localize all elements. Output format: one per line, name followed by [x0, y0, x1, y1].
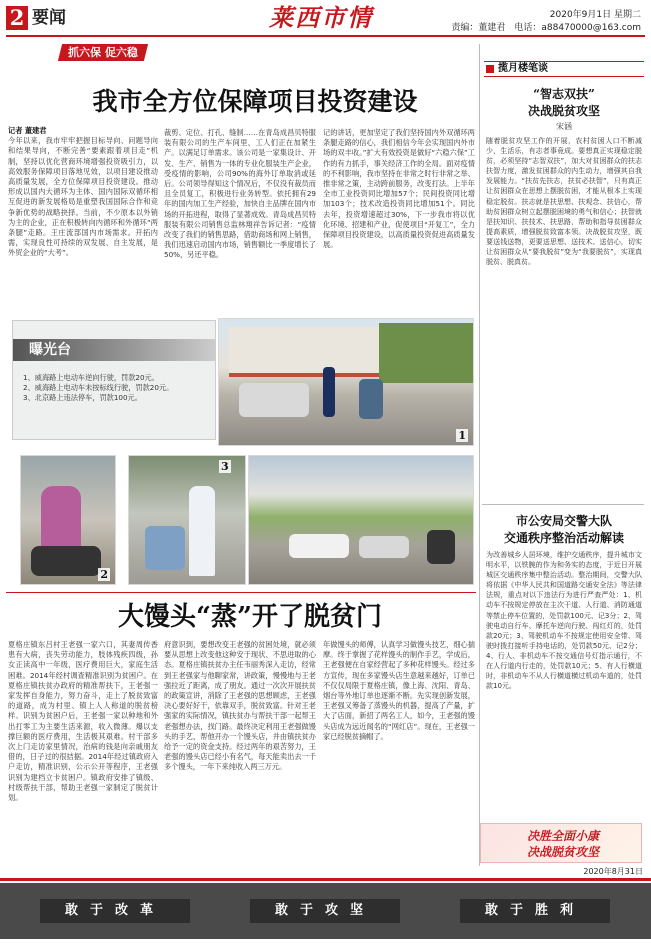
story3-body: 为改善城乡人居环境，维护交通秩序，提升城市文明水平，以铁腕的作为和务实的态度，于近日开展城区交通秩序集中整治活动。整治期间，交警大队将依据《中华人民共和国道路交通安全法》等法律法规，重点对以下违法行为进行严查严处：1、机动车不按规定停放在主次干道、人行道、消防通道等禁止停车位置的，处罚款100元、记3分；2、驾驶电动自行车、摩托车逆向行驶、闯红灯的，处罚款20元；3、驾驶机动车不按规定使用安全带、驾驶时拨打接听手持电话的，处罚款50元、记2分；4、行人、非机动车不按交通信号灯指示通行，不在人行道内行走的，处罚款10元；5、有人行横道时，非机动车不从人行横道横过机动车道的，处罚款10元。	[486, 551, 642, 691]
footer-bar	[0, 883, 651, 939]
photo-scooter	[359, 379, 383, 419]
issue-date: 2020年9月1日 星期二	[549, 10, 641, 20]
footer-slogan-1: 敢于改革	[40, 899, 190, 923]
sidebar-date: 2020年8月31日	[583, 867, 643, 876]
photo-bike	[31, 546, 101, 576]
photo-parked-cars	[248, 455, 474, 585]
photo-motorcycle	[427, 530, 455, 564]
byline: 记者 董建君	[8, 126, 47, 135]
slogan-flag	[480, 823, 642, 863]
story3-title-2: 交通秩序整治活动解读	[503, 531, 624, 545]
footer-rule	[0, 878, 651, 881]
photo-street-inspection	[218, 318, 474, 446]
section-divider	[6, 592, 476, 593]
main-headline: 我市全方位保障项目投资建设	[92, 87, 418, 116]
exposure-item: 3、北京路上违法停车，罚款100元。	[23, 393, 142, 402]
photo-scooter-rider	[20, 455, 116, 585]
photo-car	[239, 383, 309, 417]
sidebar-divider	[482, 504, 644, 505]
main-col-1-text: 今年以来，我市牢牢把握目标导向、问题导向和结果导向，不断完善“要素跟着项目走”机制，坚持以优化营商环境增强投资吸引力，以高效服务保障项目落地见效，以项目建设推动高质量发展，全方位保障项目投资建设。推动形成以国内大循环为主体、国内国际双循环相互促进的新发展格局是重塑我国国际合作和竞争新优势的战略抉择。当前，不少原本以外销为主的企业，正在积极转向内循环和外循环“两条腿”走路。王庄流部国内市场需求。开拓内需，实现良性可持续的双发展、自主发展，是外贸企业的“大考”。	[8, 136, 158, 258]
header-rule	[6, 35, 645, 37]
photo-car	[359, 536, 409, 558]
story3-title-1: 市公安局交警大队	[515, 514, 612, 528]
flag-line-1: 决胜全面小康	[526, 829, 599, 843]
photo-tree	[379, 323, 474, 383]
main-col-2: 裁剪、定位、打孔、缝制……在青岛成昌贝特服装有限公司的生产车间里，工人们正在加紧生产。以满足订单需求。该公司是一家集设计、开发、生产、销售为一体的专业化服装生产企业，受疫情的影响，公司90%的海外订单取消或延后。公司领导得知这个情况后，不仅没有裁员而且全员复工，积极进行业务转型。依托拥有29年的国内加工生产经验，加快自主品牌在国内市场的开拓进程，取得了显著成效。青岛成昌贝特服装有限公司销售总监林翔祥告诉记者：“疫情改变了我们的销售思路，借助商场和网上销售，我们迅速启动国内市场，销售额比一季度增长了50%，另还平稳。	[164, 128, 316, 260]
exposure-box	[12, 320, 216, 440]
column-rule	[479, 44, 480, 866]
photo-number: 2	[100, 568, 108, 581]
essay-title-2: 决战脱贫攻坚	[527, 104, 600, 118]
exposure-label: 曝光台	[29, 342, 71, 358]
masthead: 莱西市情	[269, 3, 373, 32]
photo-number: 1	[458, 429, 466, 442]
photo-building	[229, 327, 379, 377]
topic-banner: 抓六保 促六稳	[58, 44, 148, 61]
sidebar-head: 揽月楼笔谈	[484, 61, 644, 77]
main-col-1	[8, 126, 158, 312]
flag-line-2: 决战脱贫攻坚	[526, 845, 599, 859]
story2-col-1: 夏格庄镇东吕村王老强一家六口，其妻周传香患有大病，丧失劳动能力，肢体残疾四级，孙女正读高中一年级，医疗费用巨大，家庭生活困难。2014年经村调查精准识别为贫困户。在夏格庄镇扶贫办政府的精准帮扶下，王老强一家发挥自身能力，努力奋斗，走上了脱贫致富的道路，成为村里、镇上人人称道的脱贫榜样。识别为贫困户后，王老强一家以种地和外出打零工为主要生活来源，收入微薄。爆以支撑巨额的医疗费用，生活极其艰难。村干部多次上门走访家里情况，治病的钱是向亲戚朋友借的，日子过的很拮据。2014年经过镇政府入户走访，精准识别，公示公开等程序，王老强识别为建档立卡贫困户。镇政府安排了镇级、村级帮扶干部，帮助王老强一家制定了脱贫计划。	[8, 640, 158, 803]
phone: 电话：a88470000@163.com	[514, 23, 641, 33]
exposure-list	[23, 373, 209, 403]
editor: 责编：董建君	[451, 23, 506, 33]
section-title: 要闻	[32, 8, 66, 28]
story2-col-2: 府意识到，要想改变王老强的贫困处境，就必须要从思想上改变他这种安于现状、不思进取的心态。夏格庄镇扶贫办主任韦丽秀深入走访，经常到王老强家与他聊家常，讲政策，慢慢地与王老强拉近了距离，成了朋友。通过一次次开展扶贫的政策宣讲，消除了王老强的思想顾虑，王老强决心要好好干，依靠双手，脱贫致富。针对王老强家的实际情况，镇扶贫办与帮扶干部一起帮王老强想办法，找门路。最终决定利用王老强做馒头的手艺，帮他开办一个馒头店，并由镇扶贫办给予一定的资金支持。经过两年的艰苦努力，王老强的馒头店已经小有名气，每天能卖出去一千多个馒头，一年下来纯收入两三万元。	[164, 640, 316, 772]
essay-author: 宋涵	[556, 122, 572, 131]
photo-number: 3	[221, 460, 229, 473]
story2-headline: 大馒头“蒸”开了脱贫门	[118, 602, 382, 632]
exposure-item: 1、威海路上电动车逆向行驶，罚款20元。	[23, 373, 159, 382]
main-col-3: 记的讲话，更加坚定了我们坚持国内外双循环两条腿走路的信心，我们相信今年会实现国内外市场的双丰收。”扩大有效投资是做好“六稳六保”工作的有力抓手，事关经济工作的全局。面对疫情的不利影响，我市坚持在非常之时行非常之举、推非常之策，主动跨前服务，改变打法。上半年全市工业投资同比增加57个；民间投资同比增加103个；技术改造投资同比增加51个。同比去年，投资增速超过30%，下一步我市将以优化环境、招建和产业，促使项目“开复工”，全力保障项目投资建设，以高质量投资促进高质量发展。	[323, 128, 475, 250]
essay-body: 随着脱贫攻坚工作的开展，农村贫困人口不断减少，生活乐，有志者事竟成。要想真正实现稳定脱贫，必须坚持“志智双扶”，加大对贫困群众的扶志扶智力度，激发贫困群众的内生动力，增强其自我发展能力。“扶贫先扶志，扶贫必扶智”，只有真正让贫困群众在思想上摆脱贫困，才能从根本上实现稳定脱贫。扶志就是扶思想、扶观念、扶信心，帮助贫困群众树立起摆脱困境的勇气和信心；扶智就是扶知识、扶技术、扶思路，帮助和指导贫困群众提高素质，增强脱贫致富本领。决战脱贫攻坚，既要送钱送物，更要送思想、送技术、送信心，切实让贫困群众从“要我脱贫”变为“我要脱贫”，实现真脱贫、脱真贫。	[486, 137, 642, 267]
story2-col-3: 年做馒头的师傅，认真学习做馒头技艺，细心揣摩。终于掌握了花样馒头的制作手艺，学成后，王老强便在自家经营起了多种花样馒头。经过多方宣传，现在多家馒头店生意越来越好，订单已不仅仅局限于夏格庄镇，像上海、沈阳、青岛、烟台等外地订单也逐渐不断。先实现创新发展，王老强又筹备了蒸馒头的机器，提高了产量，扩大了店面，新招了两名工人，如今，王老强的馒头店成为远近闻名的“网红店”。现在，王老强一家已经脱贫摘帽了。	[323, 640, 475, 741]
photo-car	[289, 534, 349, 558]
footer-slogan-2: 敢于攻坚	[250, 899, 400, 923]
essay-title-1: “智志双扶”	[533, 87, 595, 101]
photo-officer	[323, 367, 335, 417]
page-number: 2	[6, 6, 28, 30]
exposure-item: 2、威海路上电动车未按标线行驶，罚款20元。	[23, 383, 174, 392]
photo-officer	[189, 486, 215, 576]
footer-slogan-3: 敢于胜利	[460, 899, 610, 923]
photo-cart	[145, 526, 185, 570]
photo-police-stop	[128, 455, 246, 585]
editor-info	[451, 22, 641, 34]
